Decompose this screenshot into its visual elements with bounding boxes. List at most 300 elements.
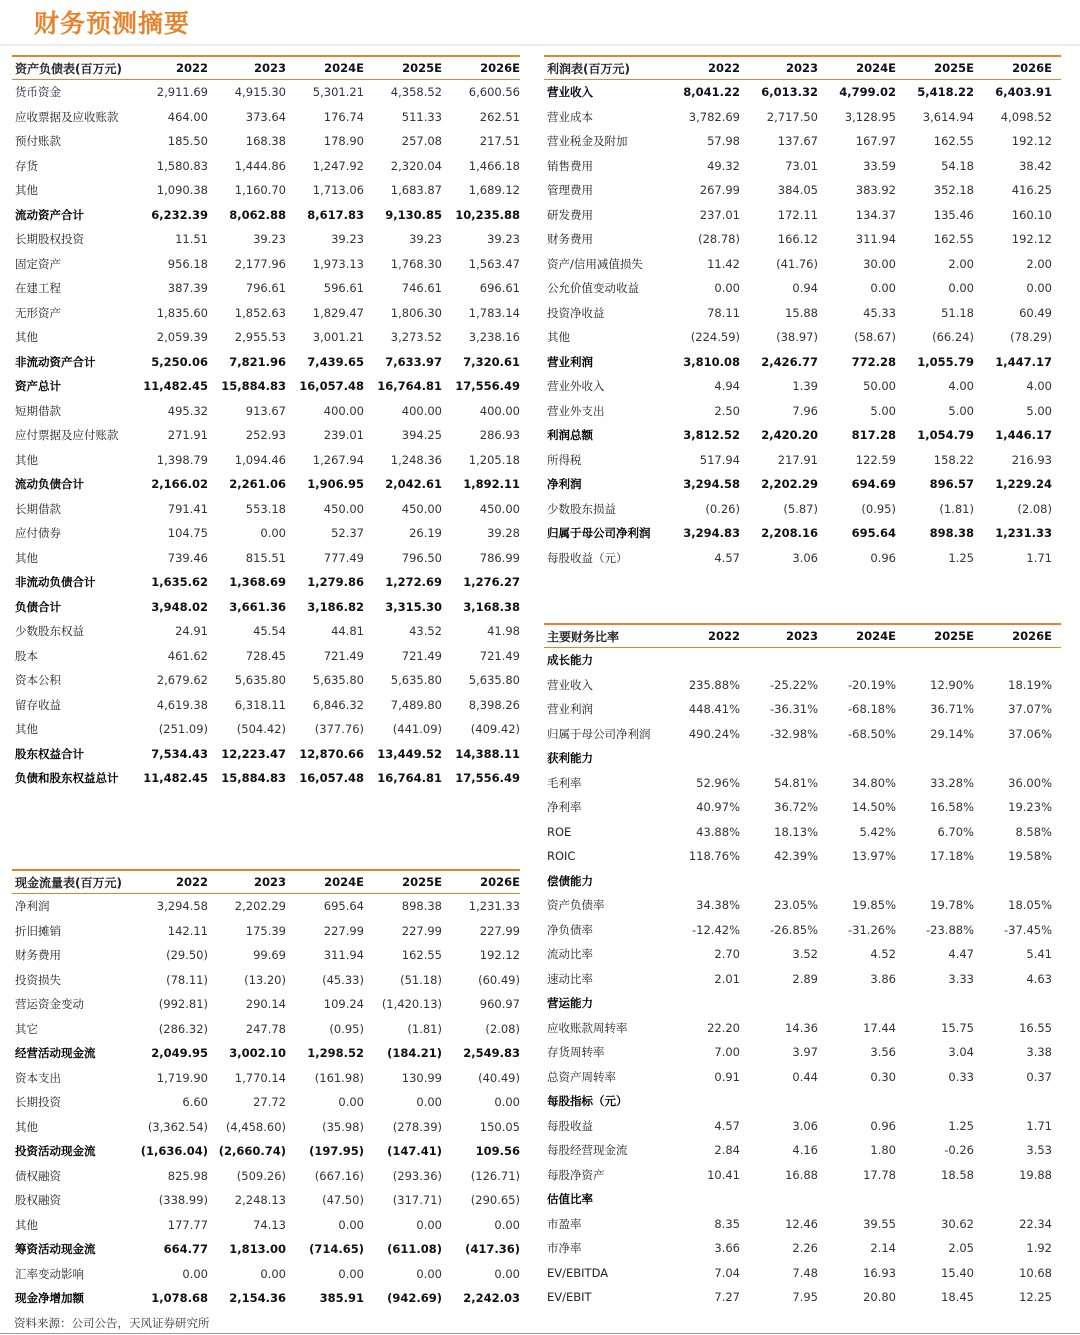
table-row bbox=[12, 374, 520, 399]
cell-value: 227.99 bbox=[479, 923, 520, 938]
year-header: 2023 bbox=[253, 61, 286, 75]
cell-value: 2,426.77 bbox=[761, 354, 818, 369]
row-label: 成长能力 bbox=[547, 653, 593, 668]
table-row bbox=[12, 178, 520, 203]
cell-value: (1.81) bbox=[939, 501, 974, 516]
table-row bbox=[12, 668, 520, 693]
table-row bbox=[544, 252, 1061, 277]
row-label: 长期股权投资 bbox=[15, 232, 84, 247]
cell-value: 162.55 bbox=[933, 134, 974, 149]
cell-value: 39.55 bbox=[863, 1216, 896, 1231]
cell-value: 825.98 bbox=[167, 1168, 208, 1183]
cell-value: 73.01 bbox=[785, 158, 818, 173]
cell-value: 39.23 bbox=[409, 232, 442, 247]
cell-value: (278.39) bbox=[392, 1119, 442, 1134]
section-row bbox=[544, 991, 1061, 1016]
cell-value: (290.65) bbox=[470, 1193, 520, 1208]
cell-value: 49.32 bbox=[707, 158, 740, 173]
cell-value: 3,186.82 bbox=[307, 599, 364, 614]
cell-value: 36.71% bbox=[930, 702, 974, 717]
row-label: 长期借款 bbox=[15, 501, 61, 516]
year-header: 2026E bbox=[480, 61, 520, 75]
year-header: 2023 bbox=[785, 629, 818, 643]
cell-value: 5,250.06 bbox=[151, 354, 208, 369]
cell-value: 22.34 bbox=[1019, 1216, 1052, 1231]
row-label: 其它 bbox=[15, 1021, 38, 1036]
cell-value: 3.56 bbox=[870, 1045, 896, 1060]
cell-value: 1,398.79 bbox=[156, 452, 208, 467]
table-row bbox=[12, 919, 520, 944]
table-row bbox=[544, 301, 1061, 326]
cell-value: 217.51 bbox=[479, 134, 520, 149]
cell-value: 5.00 bbox=[1026, 403, 1052, 418]
cell-value: 3.04 bbox=[948, 1045, 974, 1060]
cell-value: 11,482.45 bbox=[143, 379, 208, 394]
cell-value: 43.88% bbox=[696, 824, 740, 839]
cell-value: 0.00 bbox=[416, 1266, 442, 1281]
table-header bbox=[12, 55, 520, 80]
cell-value: 721.49 bbox=[401, 648, 442, 663]
table-row bbox=[544, 423, 1061, 448]
table-row bbox=[12, 1115, 520, 1140]
cell-value: 4.00 bbox=[1026, 379, 1052, 394]
cell-value: 175.39 bbox=[245, 923, 286, 938]
cell-value: 796.50 bbox=[401, 550, 442, 565]
table-row bbox=[544, 918, 1061, 943]
row-label: 财务费用 bbox=[15, 948, 61, 963]
cell-value: 1,813.00 bbox=[229, 1242, 286, 1257]
cell-value: 400.00 bbox=[401, 403, 442, 418]
row-label: 营业外收入 bbox=[547, 379, 605, 394]
row-label: 每股收益（元） bbox=[547, 550, 628, 565]
row-label: 少数股东权益 bbox=[15, 624, 84, 639]
cell-value: 19.85% bbox=[852, 898, 896, 913]
cell-value: 18.45 bbox=[941, 1290, 974, 1305]
cell-value: 777.49 bbox=[323, 550, 364, 565]
cell-value: 5.00 bbox=[948, 403, 974, 418]
cell-value: 2,166.02 bbox=[151, 477, 208, 492]
cell-value: 495.32 bbox=[167, 403, 208, 418]
cell-value: 2.89 bbox=[792, 971, 818, 986]
cell-value: 10,235.88 bbox=[455, 207, 520, 222]
cell-value: -68.50% bbox=[848, 726, 896, 741]
table-row bbox=[12, 80, 520, 105]
cell-value: 1,973.13 bbox=[312, 256, 364, 271]
cell-value: 0.00 bbox=[416, 1095, 442, 1110]
row-label: 应付债券 bbox=[15, 526, 61, 541]
table-header bbox=[544, 55, 1061, 80]
table-row bbox=[544, 105, 1061, 130]
cell-value: 4,619.38 bbox=[156, 697, 208, 712]
table-row bbox=[12, 1188, 520, 1213]
cell-value: 2,059.39 bbox=[156, 330, 208, 345]
cell-value: (66.24) bbox=[932, 330, 974, 345]
cell-value: 11.42 bbox=[707, 256, 740, 271]
row-label: 在建工程 bbox=[15, 281, 61, 296]
year-header: 2023 bbox=[253, 875, 286, 889]
cell-value: 177.77 bbox=[167, 1217, 208, 1232]
table-row bbox=[544, 325, 1061, 350]
cell-value: 41.98 bbox=[487, 624, 520, 639]
cell-value: (509.26) bbox=[236, 1168, 286, 1183]
row-label: 资产总计 bbox=[15, 379, 61, 394]
row-label: 非流动负债合计 bbox=[15, 575, 96, 590]
cell-value: 1,090.38 bbox=[156, 183, 208, 198]
cell-value: 2,955.53 bbox=[234, 330, 286, 345]
row-label: 负债合计 bbox=[15, 599, 61, 614]
cell-value: 3,294.58 bbox=[156, 899, 208, 914]
cell-value: (51.18) bbox=[400, 972, 442, 987]
row-label: 其他 bbox=[15, 183, 38, 198]
cell-value: 3.06 bbox=[792, 550, 818, 565]
table-row bbox=[544, 546, 1061, 571]
cell-value: (504.42) bbox=[236, 722, 286, 737]
row-label: 净利率 bbox=[547, 800, 582, 815]
cell-value: 216.93 bbox=[1011, 452, 1052, 467]
row-label: 应付票据及应付账款 bbox=[15, 428, 119, 443]
cell-value: 134.37 bbox=[855, 207, 896, 222]
cell-value: 8,617.83 bbox=[307, 207, 364, 222]
cell-value: 14,388.11 bbox=[455, 746, 520, 761]
table-row bbox=[544, 771, 1061, 796]
financial-ratios-table bbox=[544, 623, 1061, 1310]
row-label: 现金净增加额 bbox=[15, 1291, 84, 1306]
cell-value: 4.52 bbox=[870, 947, 896, 962]
cell-value: 227.99 bbox=[401, 923, 442, 938]
cell-value: 176.74 bbox=[323, 109, 364, 124]
cell-value: 3.33 bbox=[948, 971, 974, 986]
table-row bbox=[544, 697, 1061, 722]
cell-value: 6,013.32 bbox=[761, 85, 818, 100]
row-label: 非流动资产合计 bbox=[15, 354, 96, 369]
cell-value: 1,444.86 bbox=[234, 158, 286, 173]
cell-value: 13.97% bbox=[852, 849, 896, 864]
cell-value: 7,534.43 bbox=[151, 746, 208, 761]
cell-value: 1,852.63 bbox=[234, 305, 286, 320]
row-label: 营业利润 bbox=[547, 702, 593, 717]
cell-value: -0.26 bbox=[944, 1143, 974, 1158]
cell-value: 18.19% bbox=[1008, 677, 1052, 692]
cell-value: -25.22% bbox=[770, 677, 818, 692]
row-label: 股本 bbox=[15, 648, 38, 663]
cell-value: 3,812.52 bbox=[683, 428, 740, 443]
table-row bbox=[12, 595, 520, 620]
cell-value: (224.59) bbox=[690, 330, 740, 345]
row-label: 财务费用 bbox=[547, 232, 593, 247]
cell-value: (3,362.54) bbox=[147, 1119, 208, 1134]
cell-value: (251.09) bbox=[158, 722, 208, 737]
cell-value: (13.20) bbox=[244, 972, 286, 987]
cell-value: 2,549.83 bbox=[463, 1046, 520, 1061]
cell-value: 15.88 bbox=[785, 305, 818, 320]
cell-value: 8.35 bbox=[714, 1216, 740, 1231]
cell-value: 3,782.69 bbox=[688, 109, 740, 124]
cell-value: 786.99 bbox=[479, 550, 520, 565]
cell-value: 0.33 bbox=[948, 1069, 974, 1084]
cell-value: 6,600.56 bbox=[468, 85, 520, 100]
cell-value: 257.08 bbox=[401, 134, 442, 149]
cell-value: (1,420.13) bbox=[381, 997, 442, 1012]
table-row bbox=[544, 1040, 1061, 1065]
cell-value: 0.00 bbox=[494, 1266, 520, 1281]
table-row bbox=[544, 942, 1061, 967]
table-row bbox=[12, 894, 520, 919]
table-row bbox=[12, 497, 520, 522]
cell-value: 239.01 bbox=[323, 428, 364, 443]
table-row bbox=[12, 1286, 520, 1311]
cell-value: 1,770.14 bbox=[234, 1070, 286, 1085]
cell-value: 12,223.47 bbox=[221, 746, 286, 761]
cell-value: -20.19% bbox=[848, 677, 896, 692]
row-label: 公允价值变动收益 bbox=[547, 281, 639, 296]
cell-value: 400.00 bbox=[479, 403, 520, 418]
cell-value: 8,041.22 bbox=[683, 85, 740, 100]
cell-value: (2.08) bbox=[485, 1021, 520, 1036]
cell-value: 8,398.26 bbox=[468, 697, 520, 712]
cell-value: 8.58% bbox=[1015, 824, 1052, 839]
cell-value: 19.78% bbox=[930, 898, 974, 913]
table-row bbox=[544, 722, 1061, 747]
cell-value: 1,447.17 bbox=[995, 354, 1052, 369]
cell-value: 150.05 bbox=[479, 1119, 520, 1134]
row-label: 营业外支出 bbox=[547, 403, 605, 418]
table-row bbox=[544, 844, 1061, 869]
cell-value: 34.80% bbox=[852, 775, 896, 790]
table-row bbox=[12, 717, 520, 742]
cell-value: 5.42% bbox=[859, 824, 896, 839]
income-statement-table bbox=[544, 55, 1061, 570]
cell-value: 12.46 bbox=[785, 1216, 818, 1231]
row-label: 其他 bbox=[547, 330, 570, 345]
table-header bbox=[12, 869, 520, 894]
cell-value: 2.00 bbox=[1026, 256, 1052, 271]
cell-value: 3,002.10 bbox=[229, 1046, 286, 1061]
row-label: 其他 bbox=[15, 722, 38, 737]
cell-value: 15,884.83 bbox=[221, 379, 286, 394]
cell-value: 3,294.58 bbox=[683, 477, 740, 492]
row-label: 投资净收益 bbox=[547, 305, 605, 320]
year-header: 2022 bbox=[707, 61, 740, 75]
cell-value: 18.13% bbox=[774, 824, 818, 839]
cell-value: -37.45% bbox=[1004, 922, 1052, 937]
row-label: 资本公积 bbox=[15, 673, 61, 688]
section-row bbox=[544, 746, 1061, 771]
cell-value: 1,279.86 bbox=[307, 575, 364, 590]
row-label: 营运能力 bbox=[547, 996, 593, 1011]
cell-value: 956.18 bbox=[167, 256, 208, 271]
row-label: 股权融资 bbox=[15, 1193, 61, 1208]
cell-value: 0.96 bbox=[870, 550, 896, 565]
table-row bbox=[12, 943, 520, 968]
cell-value: 12.90% bbox=[930, 677, 974, 692]
cell-value: 52.96% bbox=[696, 775, 740, 790]
table-row bbox=[544, 1065, 1061, 1090]
cell-value: 0.00 bbox=[870, 281, 896, 296]
table-row bbox=[544, 203, 1061, 228]
cell-value: 1,446.17 bbox=[995, 428, 1052, 443]
cell-value: 227.99 bbox=[323, 923, 364, 938]
cell-value: 78.11 bbox=[707, 305, 740, 320]
table-row bbox=[544, 178, 1061, 203]
cell-value: 37.06% bbox=[1008, 726, 1052, 741]
cell-value: 14.50% bbox=[852, 800, 896, 815]
year-header: 2025E bbox=[934, 629, 974, 643]
cell-value: 7,489.80 bbox=[390, 697, 442, 712]
cell-value: 1.25 bbox=[948, 1118, 974, 1133]
cell-value: 1,906.95 bbox=[307, 477, 364, 492]
cell-value: -12.42% bbox=[692, 922, 740, 937]
cell-value: 898.38 bbox=[401, 899, 442, 914]
cell-value: 8,062.88 bbox=[229, 207, 286, 222]
cell-value: 1,892.11 bbox=[463, 477, 520, 492]
cell-value: 51.18 bbox=[941, 305, 974, 320]
cell-value: 16.55 bbox=[1019, 1020, 1052, 1035]
cell-value: 192.12 bbox=[1011, 134, 1052, 149]
cell-value: (377.76) bbox=[314, 722, 364, 737]
cell-value: 913.67 bbox=[245, 403, 286, 418]
cell-value: 664.77 bbox=[163, 1242, 208, 1257]
table-row bbox=[12, 252, 520, 277]
page-title: 财务预测摘要 bbox=[34, 9, 191, 38]
cell-value: 1,078.68 bbox=[151, 1291, 208, 1306]
cell-value: 172.11 bbox=[777, 207, 818, 222]
cell-value: 30.62 bbox=[941, 1216, 974, 1231]
row-label: 利润总额 bbox=[547, 428, 593, 443]
cell-value: 12.25 bbox=[1019, 1290, 1052, 1305]
cell-value: 450.00 bbox=[323, 501, 364, 516]
table-title: 主要财务比率 bbox=[547, 629, 620, 644]
cell-value: 517.94 bbox=[699, 452, 740, 467]
cell-value: (1.81) bbox=[407, 1021, 442, 1036]
cell-value: 6.60 bbox=[182, 1095, 208, 1110]
cell-value: 791.41 bbox=[167, 501, 208, 516]
cell-value: 7.95 bbox=[792, 1290, 818, 1305]
cell-value: 0.00 bbox=[494, 1217, 520, 1232]
row-label: 营业收入 bbox=[547, 677, 593, 692]
row-label: 营业成本 bbox=[547, 109, 593, 124]
cell-value: 450.00 bbox=[479, 501, 520, 516]
cell-value: 400.00 bbox=[323, 403, 364, 418]
row-label: 营业利润 bbox=[547, 354, 593, 369]
cell-value: 3,238.16 bbox=[468, 330, 520, 345]
table-row bbox=[544, 227, 1061, 252]
cell-value: 387.39 bbox=[167, 281, 208, 296]
cell-value: 450.00 bbox=[401, 501, 442, 516]
balance-sheet-table bbox=[12, 55, 520, 791]
cell-value: 2,242.03 bbox=[463, 1291, 520, 1306]
table-title: 利润表(百万元) bbox=[547, 61, 630, 76]
cell-value: 2,177.96 bbox=[234, 256, 286, 271]
cell-value: 7.27 bbox=[714, 1290, 740, 1305]
cell-value: 137.67 bbox=[777, 134, 818, 149]
cell-value: 0.00 bbox=[182, 1266, 208, 1281]
cell-value: 0.00 bbox=[338, 1095, 364, 1110]
cell-value: 286.93 bbox=[479, 428, 520, 443]
table-row bbox=[544, 399, 1061, 424]
cell-value: 511.33 bbox=[401, 109, 442, 124]
section-row bbox=[544, 648, 1061, 673]
cell-value: 1,806.30 bbox=[390, 305, 442, 320]
cell-value: 16.93 bbox=[863, 1265, 896, 1280]
cell-value: 373.64 bbox=[245, 109, 286, 124]
year-header: 2022 bbox=[175, 875, 208, 889]
cell-value: (0.26) bbox=[705, 501, 740, 516]
cell-value: 394.25 bbox=[401, 428, 442, 443]
row-label: 流动资产合计 bbox=[15, 207, 84, 222]
cell-value: (942.69) bbox=[387, 1291, 442, 1306]
row-label: 资产负债率 bbox=[547, 898, 605, 913]
row-label: 应收票据及应收账款 bbox=[15, 109, 119, 124]
row-label: 销售费用 bbox=[547, 158, 593, 173]
cell-value: 16.58% bbox=[930, 800, 974, 815]
table-row bbox=[12, 619, 520, 644]
row-label: 经营活动现金流 bbox=[15, 1046, 96, 1061]
cell-value: 158.22 bbox=[933, 452, 974, 467]
cell-value: 7.48 bbox=[792, 1265, 818, 1280]
year-header: 2024E bbox=[324, 875, 364, 889]
table-row bbox=[12, 203, 520, 228]
cell-value: 0.00 bbox=[494, 1095, 520, 1110]
cell-value: 122.59 bbox=[855, 452, 896, 467]
cell-value: 1,713.06 bbox=[312, 183, 364, 198]
year-header: 2026E bbox=[480, 875, 520, 889]
cell-value: 3,294.83 bbox=[683, 526, 740, 541]
cell-value: 1,580.83 bbox=[156, 158, 208, 173]
cell-value: 2,042.61 bbox=[385, 477, 442, 492]
cell-value: 746.61 bbox=[401, 281, 442, 296]
cell-value: 2,679.62 bbox=[156, 673, 208, 688]
table-row bbox=[12, 129, 520, 154]
cell-value: -31.26% bbox=[848, 922, 896, 937]
cell-value: 6,232.39 bbox=[151, 207, 208, 222]
cell-value: (60.49) bbox=[478, 972, 520, 987]
cell-value: 39.23 bbox=[331, 232, 364, 247]
cell-value: 29.14% bbox=[930, 726, 974, 741]
cell-value: 99.69 bbox=[253, 948, 286, 963]
cell-value: 4.57 bbox=[714, 550, 740, 565]
cell-value: 178.90 bbox=[323, 134, 364, 149]
cell-value: 10.41 bbox=[707, 1167, 740, 1182]
cell-value: 5.00 bbox=[870, 403, 896, 418]
year-header: 2022 bbox=[707, 629, 740, 643]
cell-value: 4.57 bbox=[714, 1118, 740, 1133]
cell-value: (47.50) bbox=[322, 1193, 364, 1208]
cell-value: 192.12 bbox=[1011, 232, 1052, 247]
cell-value: 217.91 bbox=[777, 452, 818, 467]
cell-value: -36.31% bbox=[770, 702, 818, 717]
cash-flow-table bbox=[12, 869, 520, 1311]
table-row bbox=[12, 227, 520, 252]
cell-value: 1.71 bbox=[1026, 550, 1052, 565]
cell-value: 16,057.48 bbox=[299, 771, 364, 786]
row-label: 汇率变动影响 bbox=[15, 1266, 84, 1281]
cell-value: 0.44 bbox=[792, 1069, 818, 1084]
row-label: 每股净资产 bbox=[547, 1167, 605, 1182]
cell-value: (45.33) bbox=[322, 972, 364, 987]
cell-value: 167.97 bbox=[855, 134, 896, 149]
table-row bbox=[544, 673, 1061, 698]
cell-value: 16,764.81 bbox=[377, 771, 442, 786]
cell-value: (38.97) bbox=[776, 330, 818, 345]
table-row bbox=[12, 521, 520, 546]
cell-value: 3,315.30 bbox=[385, 599, 442, 614]
cell-value: 0.00 bbox=[416, 1217, 442, 1232]
cell-value: 3,273.52 bbox=[390, 330, 442, 345]
year-header: 2026E bbox=[1012, 629, 1052, 643]
cell-value: 104.75 bbox=[167, 526, 208, 541]
cell-value: 1,783.14 bbox=[468, 305, 520, 320]
table-row bbox=[12, 301, 520, 326]
